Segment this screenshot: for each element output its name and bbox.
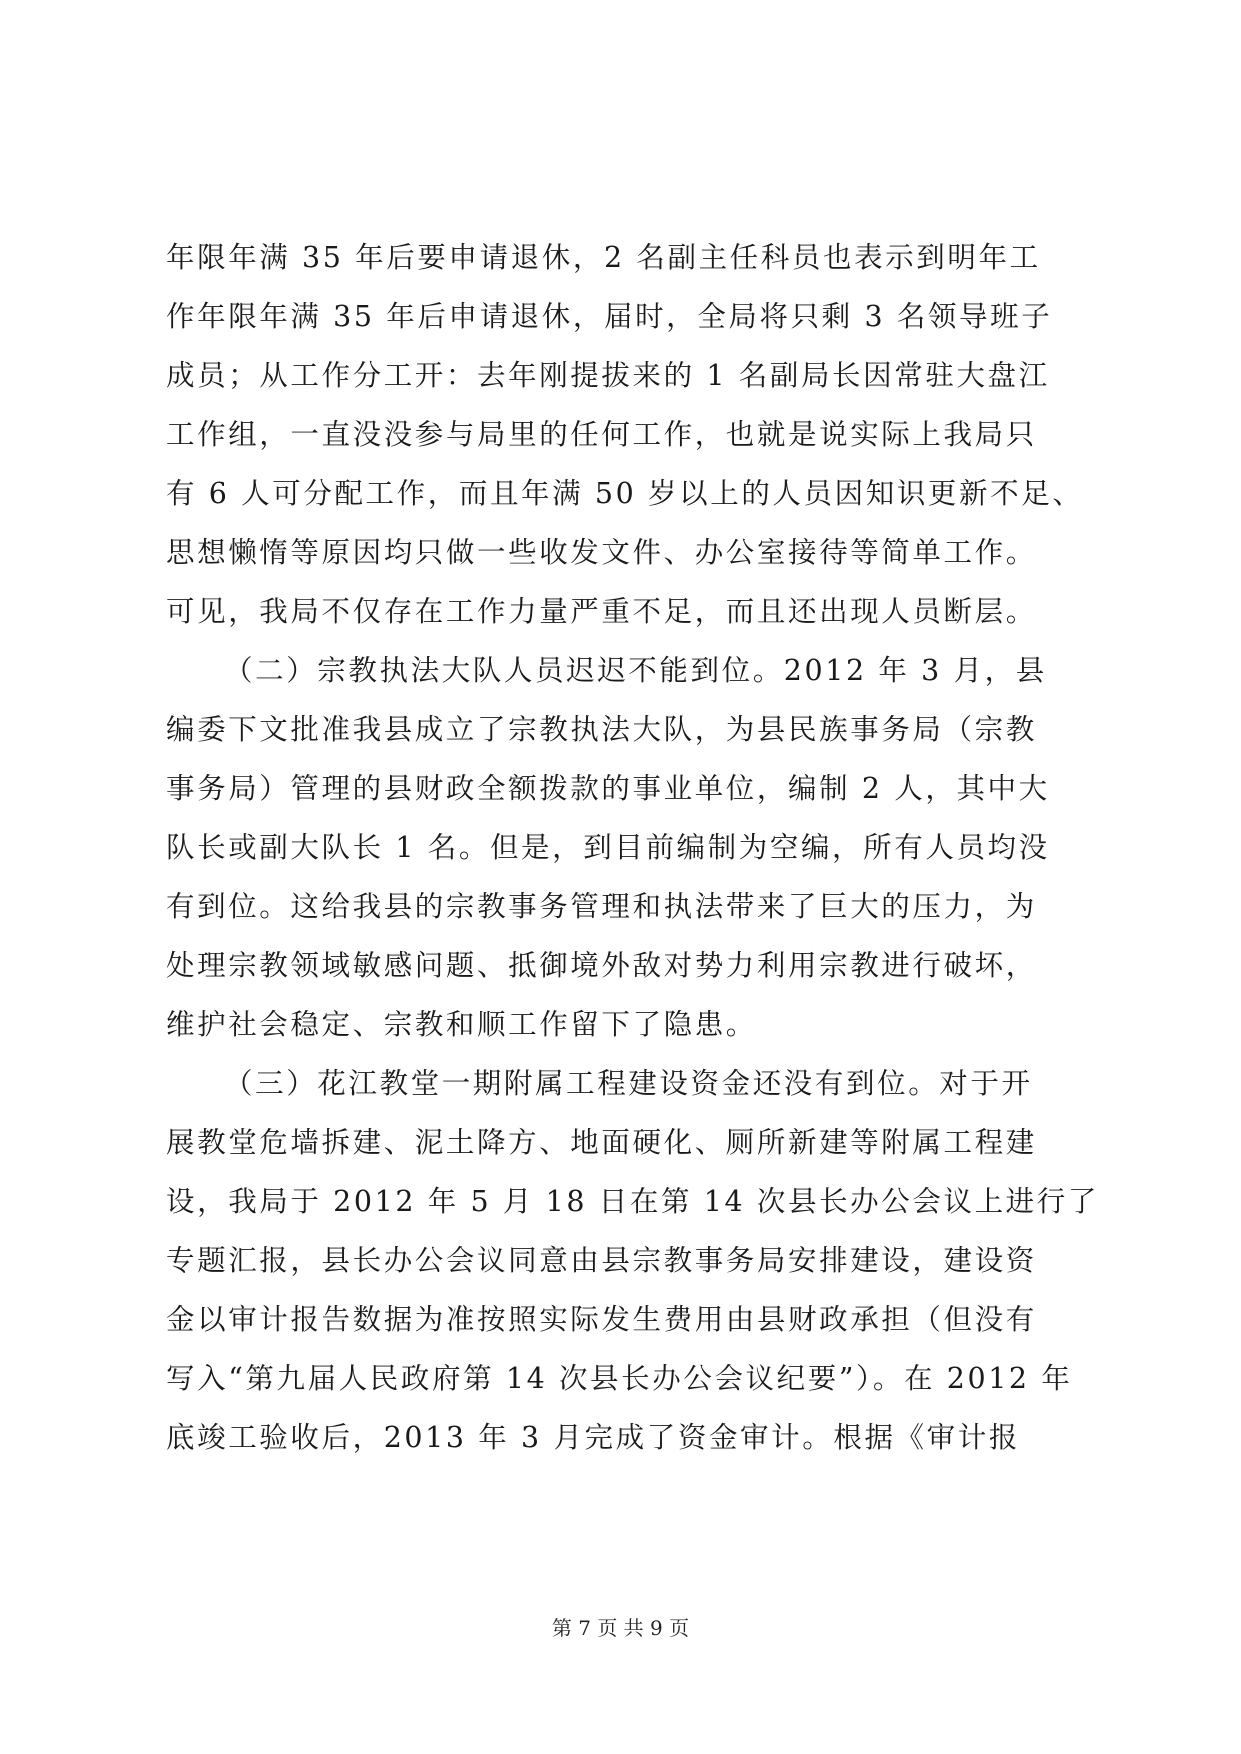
document-body	[166, 228, 1099, 1467]
text-line: 工作组，一直没没参与局里的任何工作，也就是说实际上我局只	[166, 418, 1037, 451]
text-line: 维护社会稳定、宗教和顺工作留下了隐患。	[166, 1008, 757, 1041]
text-line: 有 6 人可分配工作，而且年满 50 岁以上的人员因知识更新不足、	[166, 477, 1084, 510]
page-footer: 第 7 页 共 9 页	[551, 1616, 690, 1640]
text-line: 可见，我局不仅存在工作力量严重不足，而且还出现人员断层。	[166, 595, 1037, 628]
text-line: 展教堂危墙拆建、泥土降方、地面硬化、厕所新建等附属工程建	[166, 1126, 1037, 1159]
text-line: 事务局）管理的县财政全额拨款的事业单位，编制 2 人，其中大	[166, 772, 1050, 805]
text-line: 专题汇报，县长办公会议同意由县宗教事务局安排建设，建设资	[166, 1244, 1037, 1277]
text-line: 处理宗教领域敏感问题、抵御境外敌对势力利用宗教进行破坏，	[166, 949, 1037, 982]
text-line: 年限年满 35 年后要申请退休，2 名副主任科员也表示到明年工	[166, 241, 1041, 274]
text-line: （二）宗教执法大队人员迟迟不能到位。2012 年 3 月，县	[224, 654, 1047, 687]
text-line: 队长或副大队长 1 名。但是，到目前编制为空编，所有人员均没	[166, 831, 1050, 864]
text-line: 作年限年满 35 年后申请退休，届时，全局将只剩 3 名领导班子	[166, 300, 1053, 333]
text-line: （三）花江教堂一期附属工程建设资金还没有到位。对于开	[224, 1067, 1033, 1100]
text-line: 写入“第九届人民政府第 14 次县长办公会议纪要”）。在 2012 年	[166, 1362, 1073, 1395]
text-line: 底竣工验收后，2013 年 3 月完成了资金审计。根据《审计报	[166, 1421, 1020, 1454]
text-line: 有到位。这给我县的宗教事务管理和执法带来了巨大的压力，为	[166, 890, 1037, 923]
text-line: 思想懒惰等原因均只做一些收发文件、办公室接待等简单工作。	[166, 536, 1037, 569]
text-line: 设，我局于 2012 年 5 月 18 日在第 14 次县长办公会议上进行了	[166, 1185, 1099, 1218]
text-line: 成员；从工作分工开：去年刚提拔来的 1 名副局长因常驻大盘江	[166, 359, 1050, 392]
text-line: 金以审计报告数据为准按照实际发生费用由县财政承担（但没有	[166, 1303, 1037, 1336]
text-line: 编委下文批准我县成立了宗教执法大队，为县民族事务局（宗教	[166, 713, 1037, 746]
